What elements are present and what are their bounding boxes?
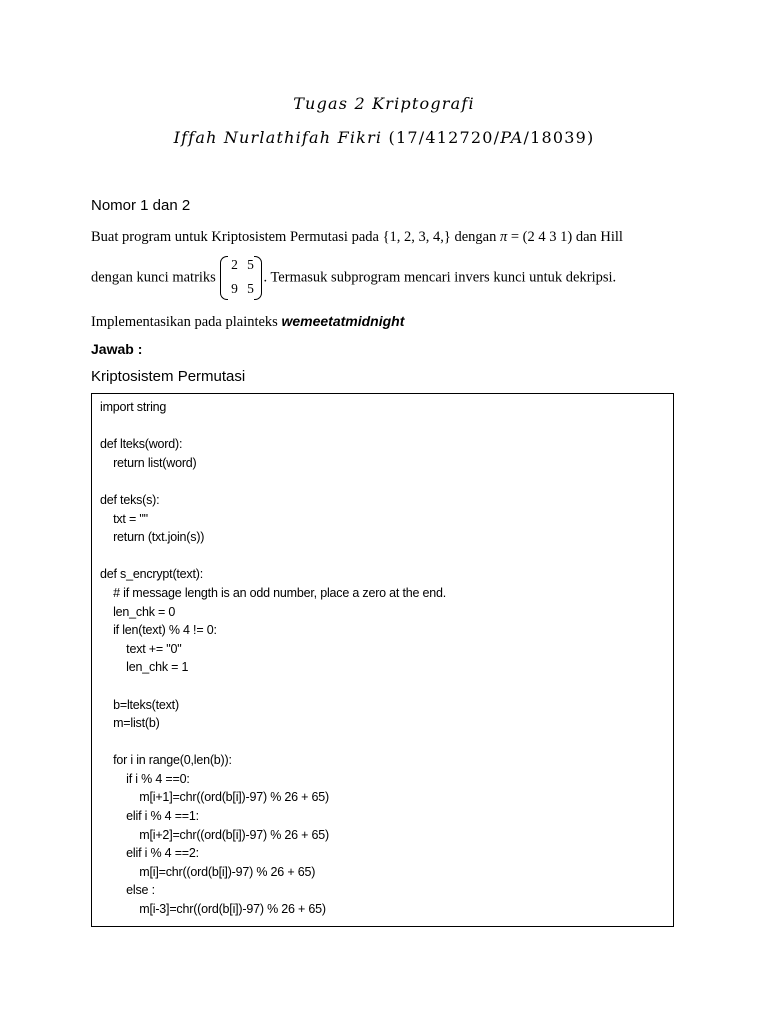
code-line: return (txt.join(s)) [100, 530, 205, 545]
code-line: # if message length is an odd number, place a zero at the end. [100, 585, 447, 600]
plaintext-value: wemeetatmidnight [281, 313, 405, 329]
code-box [91, 393, 674, 927]
task-text-implement: Implementasikan pada plainteks [91, 314, 282, 330]
matrix-cell: 5 [247, 281, 254, 296]
code-line: elif i % 4 ==2: [100, 846, 199, 861]
task-text-after-matrix: . Termasuk subprogram mencari invers kunci untuk dekripsi. [263, 269, 617, 286]
code-line: for i in range(0,len(b)): [100, 753, 232, 768]
matrix-cell: 2 [231, 257, 238, 272]
code-line: def lteks(word): [100, 437, 183, 452]
document-title: Tugas 2 Kriptografi [293, 94, 475, 113]
task-line-1 [91, 229, 623, 246]
code-line: return list(word) [100, 455, 197, 470]
code-line: text += "0" [100, 641, 182, 656]
task-line-3 [91, 313, 404, 331]
code-line [100, 472, 446, 491]
author-id-pa: PA [500, 128, 524, 147]
author-line [0, 128, 768, 147]
answer-label: Jawab : [91, 341, 143, 357]
code-line: if i % 4 ==0: [100, 771, 190, 786]
code-line: def teks(s): [100, 492, 160, 507]
code-line: m[i+2]=chr((ord(b[i])-97) % 26 + 65) [100, 827, 330, 842]
author-name: Iffah Nurlathifah Fikri [173, 128, 383, 147]
code-line: elif i % 4 ==1: [100, 809, 199, 824]
code-line: import string [100, 400, 167, 414]
code-line: len_chk = 0 [100, 604, 176, 619]
code-line [100, 547, 446, 566]
code-line: else : [100, 883, 155, 898]
code-line [100, 677, 446, 696]
code-line: txt = "" [100, 511, 148, 526]
task-text-before-pi: Buat program untuk Kriptosistem Permutasi pada {1, 2, 3, 4,} dengan [91, 229, 500, 245]
answer-subheading: Kriptosistem Permutasi [91, 368, 246, 385]
code-line: b=lteks(text) [100, 697, 179, 712]
pi-symbol: π [499, 229, 508, 245]
code-line: m=list(b) [100, 716, 160, 731]
code-line: len_chk = 1 [100, 660, 189, 675]
matrix-right-bracket [254, 256, 262, 300]
task-text-before-matrix: dengan kunci matriks [91, 269, 220, 286]
code-line: if len(text) % 4 != 0: [100, 623, 217, 638]
code-line: m[i]=chr((ord(b[i])-97) % 26 + 65) [100, 864, 316, 879]
code-line [100, 417, 446, 436]
section-heading-nomor: Nomor 1 dan 2 [91, 197, 191, 214]
task-text-after-pi: = (2 4 3 1) dan Hill [507, 229, 623, 245]
code-line: m[i-3]=chr((ord(b[i])-97) % 26 + 65) [100, 902, 326, 917]
code-listing [100, 398, 446, 919]
code-line: m[i+1]=chr((ord(b[i])-97) % 26 + 65) [100, 790, 330, 805]
matrix-left-bracket [220, 256, 228, 300]
matrix-cell: 5 [247, 257, 254, 272]
key-matrix [219, 256, 263, 300]
code-line: def s_encrypt(text): [100, 567, 203, 582]
author-id-open: (17/412720/ [388, 128, 501, 147]
author-id-close: /18039) [523, 128, 595, 147]
task-line-2 [91, 256, 616, 300]
code-line [100, 733, 446, 752]
matrix-cell: 9 [231, 281, 238, 296]
